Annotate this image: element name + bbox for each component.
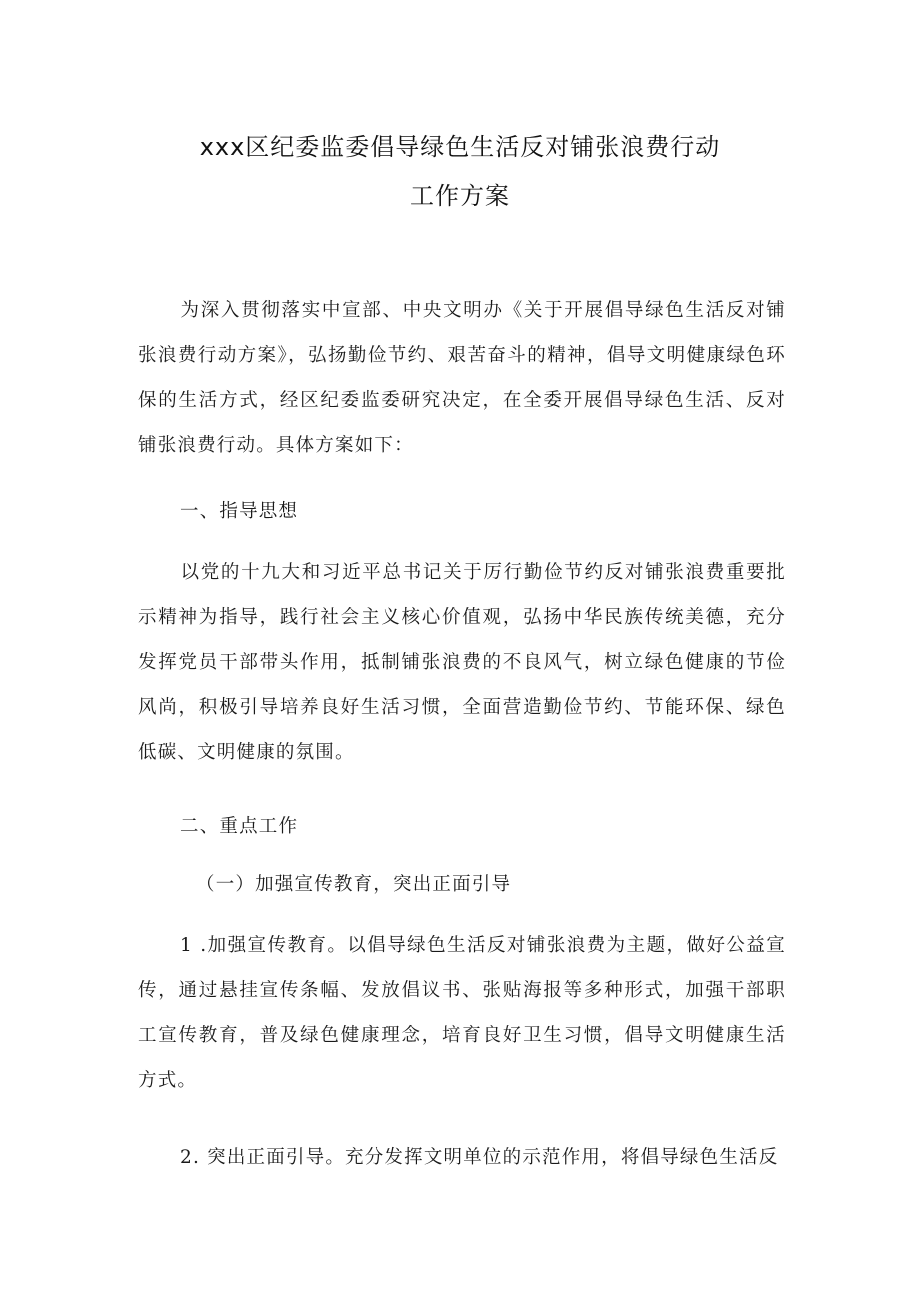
item2-paragraph	[138, 1135, 786, 1180]
section1-paragraph	[138, 550, 786, 775]
item1-paragraph	[138, 923, 786, 1103]
section1-text: 以党的十九大和习近平总书记关于厉行勤俭节约反对铺张浪费重要批示精神为指导，践行社会主义核心价值观，弘扬中华民族传统美德，充分发挥党员干部带头作用，抵制铺张浪费的不良风气，树立绿色健康的节俭风尚，积极引导培养良好生活习惯，全面营造勤俭节约、节能环保、绿色低碳、文明健康的氛围。	[138, 562, 786, 763]
item1-text: 1 .加强宣传教育。以倡导绿色生活反对铺张浪费为主题，做好公益宣传，通过悬挂宣传条幅、发放倡议书、张贴海报等多种形式，加强干部职工宣传教育，普及绿色健康理念，培育良好卫生习惯，倡导文明健康生活方式。	[138, 935, 786, 1091]
subsection1-heading: （一）加强宣传教育，突出正面引导	[196, 874, 512, 895]
document-title-line1: xxx区纪委监委倡导绿色生活反对铺张浪费行动	[199, 133, 721, 161]
document-title-line2: 工作方案	[410, 182, 510, 210]
intro-paragraph	[138, 288, 786, 468]
item2-text: 2. 突出正面引导。充分发挥文明单位的示范作用，将倡导绿色生活反	[180, 1147, 779, 1168]
section2-heading: 二、重点工作	[180, 816, 299, 837]
section1-heading: 一、指导思想	[180, 501, 299, 522]
intro-text: 为深入贯彻落实中宣部、中央文明办《关于开展倡导绿色生活反对铺张浪费行动方案》，弘扬勤俭节约、艰苦奋斗的精神，倡导文明健康绿色环保的生活方式，经区纪委监委研究决定，在全委开展倡导绿色生活、反对铺张浪费行动。具体方案如下：	[138, 300, 786, 456]
